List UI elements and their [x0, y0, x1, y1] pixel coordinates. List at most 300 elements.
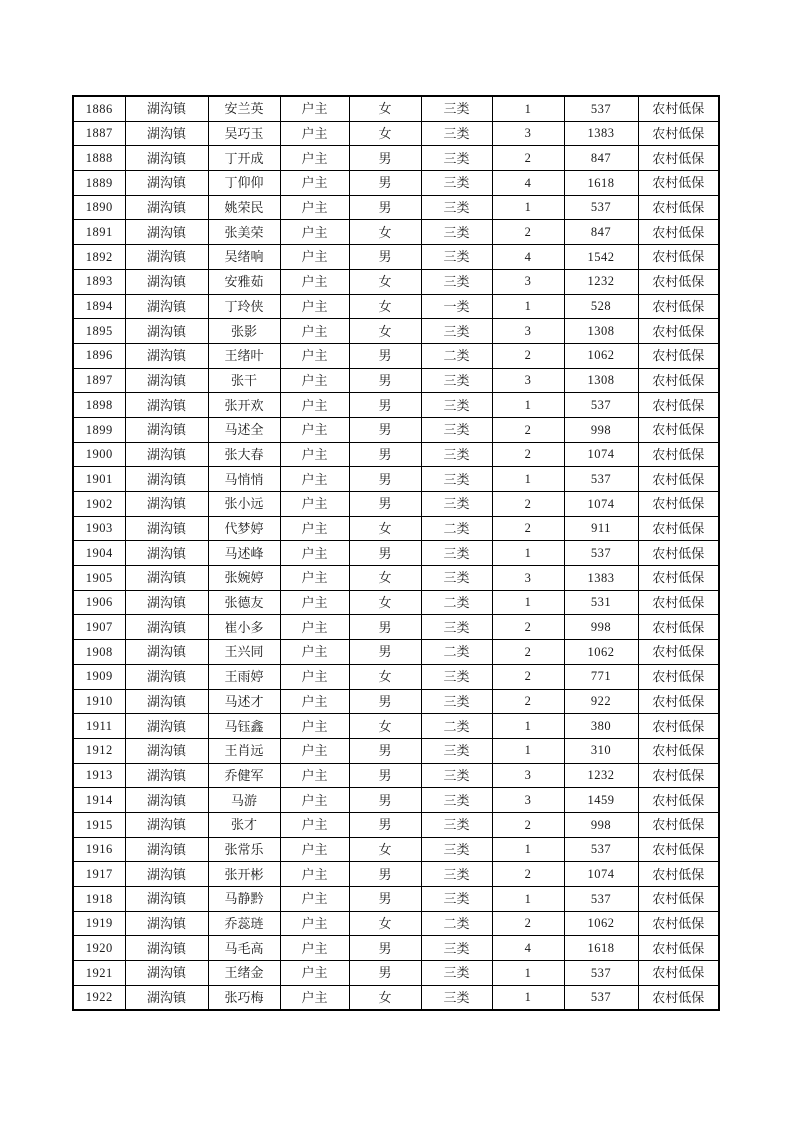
- cell-person-count: 2: [492, 862, 564, 887]
- cell-amount: 1062: [564, 343, 638, 368]
- cell-category: 二类: [421, 714, 492, 739]
- cell-serial-number: 1904: [73, 541, 125, 566]
- cell-relation: 户主: [280, 245, 349, 270]
- cell-category: 三类: [421, 417, 492, 442]
- cell-amount: 537: [564, 837, 638, 862]
- table-row: [73, 294, 719, 319]
- cell-welfare-type: 农村低保: [638, 467, 719, 492]
- cell-relation: 户主: [280, 985, 349, 1010]
- cell-category: 三类: [421, 442, 492, 467]
- table-row: [73, 121, 719, 146]
- cell-amount: 1618: [564, 936, 638, 961]
- cell-welfare-type: 农村低保: [638, 245, 719, 270]
- cell-town: 湖沟镇: [125, 541, 208, 566]
- cell-town: 湖沟镇: [125, 393, 208, 418]
- cell-gender: 男: [349, 738, 421, 763]
- cell-gender: 男: [349, 442, 421, 467]
- cell-relation: 户主: [280, 417, 349, 442]
- cell-amount: 1232: [564, 763, 638, 788]
- cell-category: 二类: [421, 516, 492, 541]
- cell-town: 湖沟镇: [125, 837, 208, 862]
- cell-town: 湖沟镇: [125, 788, 208, 813]
- cell-category: 三类: [421, 269, 492, 294]
- cell-welfare-type: 农村低保: [638, 294, 719, 319]
- cell-serial-number: 1905: [73, 566, 125, 591]
- cell-town: 湖沟镇: [125, 763, 208, 788]
- table-row: [73, 862, 719, 887]
- cell-welfare-type: 农村低保: [638, 738, 719, 763]
- cell-welfare-type: 农村低保: [638, 763, 719, 788]
- cell-person-count: 4: [492, 245, 564, 270]
- cell-serial-number: 1892: [73, 245, 125, 270]
- cell-relation: 户主: [280, 516, 349, 541]
- cell-amount: 1308: [564, 368, 638, 393]
- cell-name: 姚荣民: [208, 195, 280, 220]
- welfare-roster-table: [72, 95, 720, 1011]
- cell-relation: 户主: [280, 566, 349, 591]
- table-row: [73, 368, 719, 393]
- table-row: [73, 936, 719, 961]
- cell-person-count: 2: [492, 343, 564, 368]
- cell-serial-number: 1920: [73, 936, 125, 961]
- cell-category: 三类: [421, 393, 492, 418]
- cell-amount: 771: [564, 664, 638, 689]
- cell-amount: 537: [564, 887, 638, 912]
- cell-person-count: 1: [492, 541, 564, 566]
- cell-name: 吴巧玉: [208, 121, 280, 146]
- cell-category: 三类: [421, 220, 492, 245]
- cell-name: 马述峰: [208, 541, 280, 566]
- cell-category: 三类: [421, 862, 492, 887]
- cell-relation: 户主: [280, 195, 349, 220]
- cell-amount: 531: [564, 590, 638, 615]
- cell-category: 三类: [421, 319, 492, 344]
- cell-relation: 户主: [280, 171, 349, 196]
- cell-name: 丁开成: [208, 146, 280, 171]
- cell-amount: 998: [564, 812, 638, 837]
- cell-amount: 911: [564, 516, 638, 541]
- cell-gender: 男: [349, 343, 421, 368]
- cell-name: 乔健军: [208, 763, 280, 788]
- cell-gender: 男: [349, 146, 421, 171]
- cell-serial-number: 1901: [73, 467, 125, 492]
- cell-welfare-type: 农村低保: [638, 343, 719, 368]
- cell-welfare-type: 农村低保: [638, 195, 719, 220]
- cell-serial-number: 1891: [73, 220, 125, 245]
- cell-person-count: 3: [492, 566, 564, 591]
- cell-category: 三类: [421, 763, 492, 788]
- cell-name: 张干: [208, 368, 280, 393]
- cell-category: 三类: [421, 887, 492, 912]
- cell-welfare-type: 农村低保: [638, 442, 719, 467]
- cell-amount: 1383: [564, 566, 638, 591]
- cell-town: 湖沟镇: [125, 566, 208, 591]
- cell-name: 丁玲侠: [208, 294, 280, 319]
- cell-category: 三类: [421, 245, 492, 270]
- table-row: [73, 417, 719, 442]
- cell-gender: 男: [349, 245, 421, 270]
- cell-relation: 户主: [280, 492, 349, 517]
- cell-town: 湖沟镇: [125, 689, 208, 714]
- cell-welfare-type: 农村低保: [638, 689, 719, 714]
- table-row: [73, 615, 719, 640]
- cell-category: 三类: [421, 146, 492, 171]
- cell-town: 湖沟镇: [125, 368, 208, 393]
- cell-category: 三类: [421, 96, 492, 121]
- cell-welfare-type: 农村低保: [638, 417, 719, 442]
- cell-category: 三类: [421, 664, 492, 689]
- cell-town: 湖沟镇: [125, 664, 208, 689]
- cell-gender: 女: [349, 294, 421, 319]
- table-row: [73, 738, 719, 763]
- table-row: [73, 245, 719, 270]
- cell-name: 马游: [208, 788, 280, 813]
- cell-gender: 女: [349, 121, 421, 146]
- cell-amount: 847: [564, 220, 638, 245]
- cell-person-count: 2: [492, 615, 564, 640]
- cell-serial-number: 1908: [73, 640, 125, 665]
- cell-name: 马述全: [208, 417, 280, 442]
- cell-town: 湖沟镇: [125, 294, 208, 319]
- cell-serial-number: 1922: [73, 985, 125, 1010]
- table-row: [73, 664, 719, 689]
- cell-relation: 户主: [280, 763, 349, 788]
- cell-name: 王雨婷: [208, 664, 280, 689]
- cell-town: 湖沟镇: [125, 714, 208, 739]
- table-row: [73, 319, 719, 344]
- cell-name: 张才: [208, 812, 280, 837]
- cell-welfare-type: 农村低保: [638, 714, 719, 739]
- cell-person-count: 2: [492, 664, 564, 689]
- cell-amount: 537: [564, 541, 638, 566]
- table-row: [73, 985, 719, 1010]
- cell-gender: 女: [349, 566, 421, 591]
- cell-town: 湖沟镇: [125, 269, 208, 294]
- cell-amount: 1074: [564, 492, 638, 517]
- cell-gender: 男: [349, 763, 421, 788]
- cell-town: 湖沟镇: [125, 121, 208, 146]
- cell-relation: 户主: [280, 887, 349, 912]
- cell-serial-number: 1898: [73, 393, 125, 418]
- table-row: [73, 887, 719, 912]
- cell-category: 三类: [421, 812, 492, 837]
- cell-category: 三类: [421, 121, 492, 146]
- cell-serial-number: 1895: [73, 319, 125, 344]
- cell-gender: 男: [349, 492, 421, 517]
- cell-amount: 998: [564, 417, 638, 442]
- cell-serial-number: 1910: [73, 689, 125, 714]
- cell-gender: 女: [349, 220, 421, 245]
- cell-welfare-type: 农村低保: [638, 319, 719, 344]
- cell-relation: 户主: [280, 220, 349, 245]
- cell-amount: 1062: [564, 911, 638, 936]
- cell-serial-number: 1906: [73, 590, 125, 615]
- cell-relation: 户主: [280, 541, 349, 566]
- cell-category: 三类: [421, 961, 492, 986]
- table-row: [73, 541, 719, 566]
- cell-welfare-type: 农村低保: [638, 541, 719, 566]
- cell-person-count: 2: [492, 417, 564, 442]
- cell-serial-number: 1889: [73, 171, 125, 196]
- cell-name: 张小远: [208, 492, 280, 517]
- cell-town: 湖沟镇: [125, 442, 208, 467]
- cell-town: 湖沟镇: [125, 911, 208, 936]
- cell-name: 张巧梅: [208, 985, 280, 1010]
- cell-name: 安雅茹: [208, 269, 280, 294]
- table-row: [73, 911, 719, 936]
- cell-welfare-type: 农村低保: [638, 812, 719, 837]
- table-row: [73, 837, 719, 862]
- cell-name: 马述才: [208, 689, 280, 714]
- cell-person-count: 2: [492, 146, 564, 171]
- cell-gender: 女: [349, 96, 421, 121]
- table-row: [73, 467, 719, 492]
- cell-amount: 537: [564, 96, 638, 121]
- cell-relation: 户主: [280, 911, 349, 936]
- cell-relation: 户主: [280, 936, 349, 961]
- cell-amount: 1062: [564, 640, 638, 665]
- cell-person-count: 2: [492, 812, 564, 837]
- cell-amount: 1383: [564, 121, 638, 146]
- cell-gender: 男: [349, 615, 421, 640]
- cell-gender: 女: [349, 714, 421, 739]
- cell-name: 王绪叶: [208, 343, 280, 368]
- cell-gender: 男: [349, 393, 421, 418]
- cell-relation: 户主: [280, 368, 349, 393]
- cell-town: 湖沟镇: [125, 171, 208, 196]
- cell-welfare-type: 农村低保: [638, 936, 719, 961]
- cell-town: 湖沟镇: [125, 146, 208, 171]
- cell-person-count: 1: [492, 467, 564, 492]
- cell-serial-number: 1917: [73, 862, 125, 887]
- table-row: [73, 714, 719, 739]
- cell-town: 湖沟镇: [125, 615, 208, 640]
- cell-serial-number: 1886: [73, 96, 125, 121]
- table-row: [73, 516, 719, 541]
- cell-welfare-type: 农村低保: [638, 121, 719, 146]
- cell-amount: 537: [564, 985, 638, 1010]
- cell-category: 三类: [421, 541, 492, 566]
- table-row: [73, 393, 719, 418]
- cell-gender: 男: [349, 961, 421, 986]
- cell-welfare-type: 农村低保: [638, 615, 719, 640]
- cell-amount: 537: [564, 195, 638, 220]
- cell-relation: 户主: [280, 343, 349, 368]
- table-row: [73, 788, 719, 813]
- cell-category: 三类: [421, 788, 492, 813]
- cell-name: 乔蕊琏: [208, 911, 280, 936]
- cell-person-count: 3: [492, 368, 564, 393]
- cell-person-count: 4: [492, 936, 564, 961]
- cell-serial-number: 1896: [73, 343, 125, 368]
- cell-category: 二类: [421, 343, 492, 368]
- cell-relation: 户主: [280, 121, 349, 146]
- cell-person-count: 1: [492, 195, 564, 220]
- cell-relation: 户主: [280, 714, 349, 739]
- cell-category: 三类: [421, 467, 492, 492]
- cell-serial-number: 1918: [73, 887, 125, 912]
- cell-amount: 537: [564, 467, 638, 492]
- cell-relation: 户主: [280, 640, 349, 665]
- cell-welfare-type: 农村低保: [638, 171, 719, 196]
- cell-town: 湖沟镇: [125, 590, 208, 615]
- cell-serial-number: 1887: [73, 121, 125, 146]
- table-row: [73, 763, 719, 788]
- cell-person-count: 1: [492, 294, 564, 319]
- cell-town: 湖沟镇: [125, 738, 208, 763]
- cell-welfare-type: 农村低保: [638, 837, 719, 862]
- cell-gender: 男: [349, 812, 421, 837]
- cell-amount: 537: [564, 961, 638, 986]
- cell-category: 三类: [421, 689, 492, 714]
- cell-welfare-type: 农村低保: [638, 393, 719, 418]
- cell-town: 湖沟镇: [125, 195, 208, 220]
- cell-category: 二类: [421, 640, 492, 665]
- cell-category: 二类: [421, 911, 492, 936]
- cell-gender: 男: [349, 467, 421, 492]
- table-row: [73, 442, 719, 467]
- cell-gender: 男: [349, 788, 421, 813]
- cell-person-count: 1: [492, 837, 564, 862]
- cell-welfare-type: 农村低保: [638, 566, 719, 591]
- cell-name: 代梦婷: [208, 516, 280, 541]
- cell-name: 张影: [208, 319, 280, 344]
- cell-serial-number: 1897: [73, 368, 125, 393]
- table-row: [73, 590, 719, 615]
- cell-serial-number: 1899: [73, 417, 125, 442]
- cell-town: 湖沟镇: [125, 343, 208, 368]
- cell-relation: 户主: [280, 689, 349, 714]
- cell-amount: 847: [564, 146, 638, 171]
- cell-category: 三类: [421, 738, 492, 763]
- cell-gender: 女: [349, 837, 421, 862]
- cell-name: 张开欢: [208, 393, 280, 418]
- cell-amount: 1074: [564, 442, 638, 467]
- cell-person-count: 1: [492, 393, 564, 418]
- cell-welfare-type: 农村低保: [638, 985, 719, 1010]
- cell-amount: 1542: [564, 245, 638, 270]
- cell-category: 三类: [421, 985, 492, 1010]
- cell-serial-number: 1912: [73, 738, 125, 763]
- cell-gender: 男: [349, 689, 421, 714]
- table-row: [73, 566, 719, 591]
- cell-town: 湖沟镇: [125, 812, 208, 837]
- cell-town: 湖沟镇: [125, 96, 208, 121]
- cell-person-count: 2: [492, 442, 564, 467]
- cell-name: 张德友: [208, 590, 280, 615]
- cell-town: 湖沟镇: [125, 245, 208, 270]
- cell-name: 吴绪响: [208, 245, 280, 270]
- table-row: [73, 171, 719, 196]
- cell-name: 张常乐: [208, 837, 280, 862]
- cell-welfare-type: 农村低保: [638, 590, 719, 615]
- cell-person-count: 2: [492, 911, 564, 936]
- cell-person-count: 1: [492, 714, 564, 739]
- cell-relation: 户主: [280, 319, 349, 344]
- cell-serial-number: 1893: [73, 269, 125, 294]
- cell-relation: 户主: [280, 664, 349, 689]
- cell-person-count: 3: [492, 763, 564, 788]
- cell-category: 三类: [421, 615, 492, 640]
- cell-name: 王兴同: [208, 640, 280, 665]
- cell-town: 湖沟镇: [125, 417, 208, 442]
- cell-category: 三类: [421, 368, 492, 393]
- cell-town: 湖沟镇: [125, 640, 208, 665]
- cell-category: 三类: [421, 837, 492, 862]
- cell-category: 一类: [421, 294, 492, 319]
- cell-amount: 922: [564, 689, 638, 714]
- cell-amount: 380: [564, 714, 638, 739]
- cell-town: 湖沟镇: [125, 887, 208, 912]
- cell-town: 湖沟镇: [125, 492, 208, 517]
- cell-amount: 310: [564, 738, 638, 763]
- cell-welfare-type: 农村低保: [638, 96, 719, 121]
- cell-serial-number: 1894: [73, 294, 125, 319]
- cell-town: 湖沟镇: [125, 220, 208, 245]
- cell-person-count: 2: [492, 640, 564, 665]
- table-row: [73, 343, 719, 368]
- cell-amount: 1232: [564, 269, 638, 294]
- cell-relation: 户主: [280, 788, 349, 813]
- cell-name: 张美荣: [208, 220, 280, 245]
- cell-serial-number: 1911: [73, 714, 125, 739]
- cell-gender: 男: [349, 640, 421, 665]
- cell-town: 湖沟镇: [125, 936, 208, 961]
- cell-gender: 男: [349, 417, 421, 442]
- cell-serial-number: 1890: [73, 195, 125, 220]
- cell-gender: 男: [349, 862, 421, 887]
- cell-relation: 户主: [280, 812, 349, 837]
- cell-welfare-type: 农村低保: [638, 146, 719, 171]
- cell-gender: 男: [349, 171, 421, 196]
- table-row: [73, 640, 719, 665]
- cell-gender: 女: [349, 590, 421, 615]
- cell-gender: 女: [349, 985, 421, 1010]
- cell-category: 三类: [421, 492, 492, 517]
- cell-name: 丁仰仰: [208, 171, 280, 196]
- cell-gender: 男: [349, 195, 421, 220]
- cell-town: 湖沟镇: [125, 985, 208, 1010]
- cell-person-count: 4: [492, 171, 564, 196]
- table-row: [73, 689, 719, 714]
- cell-relation: 户主: [280, 96, 349, 121]
- cell-relation: 户主: [280, 294, 349, 319]
- cell-person-count: 1: [492, 590, 564, 615]
- cell-relation: 户主: [280, 862, 349, 887]
- table-row: [73, 96, 719, 121]
- cell-person-count: 1: [492, 961, 564, 986]
- cell-relation: 户主: [280, 837, 349, 862]
- cell-name: 马悄悄: [208, 467, 280, 492]
- cell-person-count: 3: [492, 121, 564, 146]
- cell-person-count: 2: [492, 516, 564, 541]
- cell-category: 三类: [421, 171, 492, 196]
- cell-welfare-type: 农村低保: [638, 887, 719, 912]
- cell-town: 湖沟镇: [125, 516, 208, 541]
- cell-gender: 男: [349, 887, 421, 912]
- cell-name: 崔小多: [208, 615, 280, 640]
- cell-person-count: 1: [492, 985, 564, 1010]
- cell-person-count: 3: [492, 319, 564, 344]
- cell-welfare-type: 农村低保: [638, 664, 719, 689]
- table-row: [73, 269, 719, 294]
- cell-welfare-type: 农村低保: [638, 640, 719, 665]
- cell-person-count: 3: [492, 269, 564, 294]
- cell-gender: 女: [349, 269, 421, 294]
- cell-serial-number: 1916: [73, 837, 125, 862]
- table-row: [73, 492, 719, 517]
- cell-name: 王绪金: [208, 961, 280, 986]
